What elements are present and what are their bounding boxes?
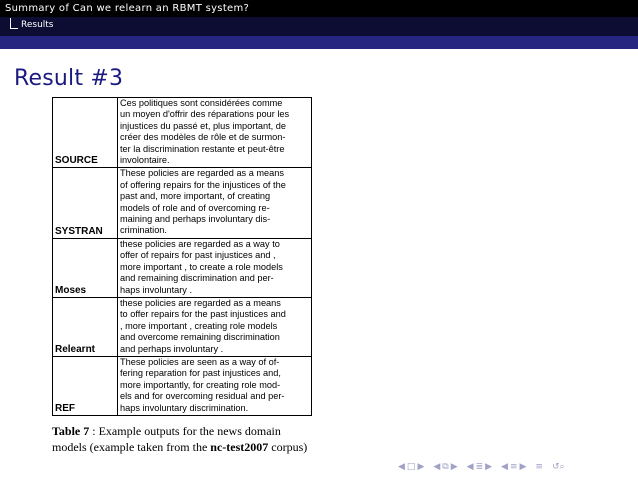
translation-line: crimination. [120, 225, 167, 236]
translation-line: of offering repairs for the injustices of the [120, 179, 286, 190]
table-row [53, 98, 312, 168]
translation-text [118, 168, 312, 238]
translation-line: more importantly, for creating role mod- [120, 379, 281, 390]
frame-title: Result #3 [14, 66, 124, 91]
translation-line: to offer repairs for the past injustices and [120, 309, 286, 320]
translation-line: past and, more important, of creating [120, 191, 271, 202]
translation-line: maining and perhaps involuntary dis- [120, 214, 271, 225]
translation-line: un moyen d'offrir des réparations pour les [120, 109, 290, 120]
translation-text [118, 98, 312, 168]
translation-line: and remaining discrimination and per- [120, 273, 274, 284]
system-name: Relearnt [53, 297, 118, 356]
frame-next-icon[interactable]: ▶ [450, 462, 458, 472]
system-name: Moses [53, 238, 118, 297]
translation-line: Ces politiques sont considérées comme [120, 98, 283, 108]
translation-line: These policies are regarded as a means [120, 168, 284, 179]
beamer-navigation [398, 460, 571, 474]
translation-text [118, 238, 312, 297]
presentation-title[interactable]: Summary of Can we relearn an RBMT system? [5, 3, 250, 14]
translation-line: haps involuntary . [120, 284, 193, 295]
caption-corpus: nc-test2007 [210, 439, 269, 454]
section-link[interactable]: Results [21, 20, 54, 30]
table-row [53, 356, 312, 415]
search-icon[interactable]: ↺⌕ [551, 462, 565, 472]
caption-text: : Example outputs for the news domain models (example taken from the [52, 424, 281, 454]
translation-line: these policies are regarded as a means [120, 297, 281, 308]
system-name: SYSTRAN [53, 168, 118, 238]
system-name: REF [53, 356, 118, 415]
translation-line: involontaire. [120, 155, 170, 166]
translation-line: and perhaps involuntary . [120, 343, 224, 354]
translation-line: offer of repairs for past injustices and , [120, 250, 276, 261]
slide-icon: □ [406, 462, 416, 472]
align-icon[interactable]: ≡ [535, 462, 543, 472]
frame-prev-icon[interactable]: ◀ [433, 462, 441, 472]
translation-line: , more important , creating role models [120, 320, 278, 331]
table-row [53, 168, 312, 238]
section-icon: ≡ [509, 462, 518, 472]
table-caption [52, 424, 314, 455]
slide-prev-icon[interactable]: ◀ [398, 462, 405, 472]
translation-line: injustices du passé et, plus important, de [120, 120, 286, 131]
translation-line: and overcome remaining discrimination [120, 332, 280, 343]
translation-line: more important , to create a role models [120, 261, 283, 272]
translation-line: ter la discrimination restante et peut-être [120, 143, 285, 154]
slide-next-icon[interactable]: ▶ [417, 462, 425, 472]
caption-label: Table 7 [52, 424, 90, 438]
table-row [53, 238, 312, 297]
translation-line: els and for overcoming residual and per- [120, 391, 285, 402]
subsection-icon: ≣ [475, 462, 484, 472]
caption-text-end: corpus) [268, 439, 308, 454]
translation-line: these policies are regarded as a way to [120, 238, 280, 249]
results-table [52, 97, 312, 416]
system-name: SOURCE [53, 98, 118, 168]
subsection-prev-icon[interactable]: ◀ [466, 462, 474, 472]
translation-line: haps involuntary discrimination. [120, 402, 249, 413]
subsection-bar [0, 36, 638, 49]
table-row [53, 297, 312, 356]
section-bar [0, 17, 638, 36]
section-next-icon[interactable]: ▶ [519, 462, 527, 472]
translation-line: models of role and of overcoming re- [120, 202, 270, 213]
translation-text [118, 297, 312, 356]
tree-corner-icon [10, 18, 18, 29]
section-prev-icon[interactable]: ◀ [501, 462, 508, 472]
frame-icon: ⧉ [442, 462, 449, 472]
translation-text [118, 356, 312, 415]
presentation-title-bar [0, 0, 638, 17]
subsection-next-icon[interactable]: ▶ [485, 462, 493, 472]
translation-line: créer des modèles de rôle et de surmon- [120, 132, 286, 143]
translation-line: fering reparation for past injustices and, [120, 368, 281, 379]
translation-line: These policies are seen as a way of of- [120, 356, 280, 367]
